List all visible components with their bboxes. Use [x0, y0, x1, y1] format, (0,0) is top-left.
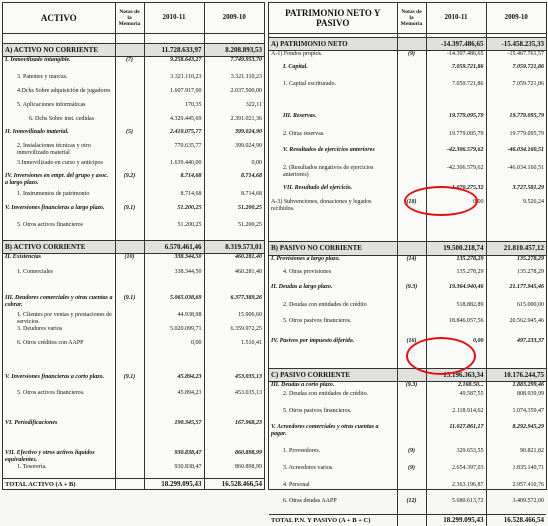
year-2010-11-header: 2010-11 — [426, 3, 486, 33]
row-value-2010: 51.200,25 — [144, 205, 204, 222]
row-value-2009: 8.714,68 — [241, 173, 262, 179]
row-value-2009: 453.035,13 — [235, 390, 262, 396]
row-value-2009: 399.024,90 — [235, 143, 262, 149]
row-value-2009: 860.898,99 — [235, 450, 262, 456]
row-label: VII. Efectivo y otros activos líquidos equivalentes. — [3, 450, 115, 464]
activo-no-corriente-2010: 11.728.633,97 — [144, 43, 204, 56]
table-row — [269, 381, 546, 391]
row-label: 3.Inmovilizado en curso y anticipos — [3, 160, 115, 173]
table-row — [269, 113, 546, 131]
row-label: 5. Otros pasivos financieros. — [269, 408, 397, 424]
total-pasivo-2009: 16.528.466,54 — [486, 514, 546, 526]
row-value-2010: 2.363.196,87 — [426, 482, 486, 498]
row-value-2009: 2.391.021,36 — [230, 116, 262, 122]
total-activo-2009: 16.528.466,54 — [204, 478, 264, 490]
row-note — [397, 408, 426, 424]
row-value-2010: 170,35 — [144, 102, 204, 116]
activo-table — [2, 2, 265, 490]
row-note: (10) — [115, 253, 144, 269]
row-value-2009: 51.200,25 — [238, 205, 262, 211]
row-value-2010: 45.894,23 — [144, 390, 204, 420]
row-value-2010: 2.118.914,62 — [426, 408, 486, 424]
row-value-2010: 135.278,29 — [426, 269, 486, 284]
row-label: 6. Otros créditos con AAPP — [3, 340, 115, 374]
activo-no-corriente-label: A) ACTIVO NO CORRIENTE — [3, 43, 115, 56]
row-note — [397, 185, 426, 199]
row-note: (7) — [115, 56, 144, 74]
row-value-2010: -42.306.579,62 — [426, 165, 486, 185]
row-label: 2. (Resultados negativos de ejercicios anteriores) — [269, 165, 397, 185]
row-label: I. Inmovilizado intangible. — [3, 56, 115, 74]
row-note: (12) — [397, 498, 426, 514]
table-row — [269, 147, 546, 165]
table-row — [269, 255, 546, 269]
total-activo-2010: 18.299.095,43 — [144, 478, 204, 490]
row-value-2009: 8.714,68 — [241, 191, 262, 197]
patrimonio-neto-2009: -15.458.235,33 — [486, 37, 546, 50]
row-value-2009: 497.233,37 — [517, 338, 544, 344]
table-row — [269, 131, 546, 147]
row-value-2009: 322,11 — [245, 102, 262, 108]
table-row — [3, 129, 264, 143]
row-label: II. Inmovilizado material. — [3, 129, 115, 143]
pasivo-corriente-label: C) PASIVO CORRIENTE — [269, 368, 397, 381]
row-value-2010: 2.168.50... — [426, 381, 486, 391]
row-value-2009: 8.292.945,29 — [512, 424, 544, 430]
row-value-2010: 1.639.440,00 — [144, 160, 204, 173]
row-value-2009: 1.883.299,46 — [512, 381, 544, 388]
table-row — [3, 160, 264, 173]
row-label: 2. Otras reservas. — [269, 131, 397, 147]
row-value-2009: 1.074.359,47 — [512, 408, 544, 414]
table-row — [269, 284, 546, 302]
table-row — [269, 465, 546, 482]
row-note: (9.3) — [397, 284, 426, 302]
activo-corriente-2009: 8.319.573,01 — [204, 240, 264, 253]
row-value-2009: 7.059.721,86 — [512, 81, 544, 87]
row-value-2009: 51.200,25 — [238, 222, 262, 228]
row-value-2010: 135.278,29 — [426, 255, 486, 269]
row-value-2010: 44.938,98 — [144, 312, 204, 326]
row-value-2010: 930.838,47 — [144, 450, 204, 464]
row-label: 6. Dchs Sobre inst. cedidas — [3, 116, 115, 129]
row-note — [397, 64, 426, 81]
row-label: 2. Deudas con entidades de crédito — [269, 302, 397, 318]
row-note — [397, 165, 426, 185]
row-note: (16) — [397, 338, 426, 358]
row-value-2010: 338.344,50 — [144, 253, 204, 269]
row-label: 5. Otros activos financieros — [3, 222, 115, 236]
row-value-2009: 20.562.945,46 — [509, 318, 544, 324]
row-note: (9.2) — [115, 173, 144, 191]
row-value-2010: 7.059.721,86 — [426, 64, 486, 81]
row-note — [397, 81, 426, 113]
row-value-2009: 15.906,60 — [238, 312, 262, 318]
row-value-2009: 7.059.721,86 — [512, 64, 544, 70]
row-note: (9.1) — [115, 205, 144, 222]
activo-corriente-2010: 6.570.461,46 — [144, 240, 204, 253]
table-row — [269, 269, 546, 284]
row-label: VI. Periodificaciones — [3, 420, 115, 450]
row-value-2010: 8.714,68 — [144, 173, 204, 191]
row-value-2009: 19.779.095,79 — [509, 131, 544, 137]
row-label: V. Inversiones financieras a largo plazo. — [3, 205, 115, 222]
row-label: V. Resultados de ejercicios anteriores — [269, 147, 397, 165]
row-note: (5) — [115, 129, 144, 143]
row-label: 5. Aplicaciones informáticas — [3, 102, 115, 116]
row-value-2009: 453.035,13 — [235, 374, 262, 380]
row-note — [397, 269, 426, 284]
row-label: 4.Dchs Sobre adquisición de jugadores — [3, 88, 115, 102]
row-label: 1. Tesorería. — [3, 464, 115, 478]
table-row — [3, 295, 264, 312]
row-label: II. Existencias — [3, 253, 115, 269]
row-value-2010: 9.258.643,27 — [144, 56, 204, 74]
total-pasivo-2010: 18.299.095,43 — [426, 514, 486, 526]
row-value-2010: 5.680.613,72 — [426, 498, 486, 514]
row-label: 2. Instalaciones técnicas y otro inmovilizado material — [3, 143, 115, 160]
row-value-2010: 5.065.038,69 — [144, 295, 204, 312]
row-value-2009: 460.281,40 — [235, 269, 262, 275]
row-note — [115, 160, 144, 173]
row-note: (9) — [397, 50, 426, 64]
row-value-2009: 21.177.945,46 — [509, 284, 544, 290]
activo-no-corriente-2009: 8.208.893,53 — [204, 43, 264, 56]
row-value-2009: 1.835.140,71 — [512, 465, 544, 471]
row-value-2009: -46.034.160,51 — [507, 165, 544, 171]
year-2009-10-header: 2009-10 — [204, 3, 264, 33]
row-value-2009: 6.359.972,25 — [230, 326, 262, 332]
table-row — [3, 312, 264, 326]
row-label: V. Inversiones financieras a corto plazo. — [3, 374, 115, 390]
row-label: 5. Otros pasivos financieros. — [269, 318, 397, 338]
total-pasivo-label: TOTAL P.N. Y PASIVO (A + B + C) — [269, 514, 397, 526]
row-value-2009: 9.526,24 — [523, 199, 544, 205]
row-label: 1. Instrumentos de patrimonio — [3, 191, 115, 205]
patrimonio-neto-2010: -14.397.486,65 — [426, 37, 486, 50]
row-note — [115, 269, 144, 295]
row-label: I. Capital. — [269, 64, 397, 81]
row-note — [115, 191, 144, 205]
row-note — [115, 450, 144, 464]
pasivo-table — [268, 2, 547, 524]
table-row — [3, 173, 264, 191]
row-label: A-3) Subvenciones, donaciones y legados recibidos. — [269, 199, 397, 233]
row-note: (9.1) — [115, 295, 144, 312]
table-row — [3, 340, 264, 374]
row-value-2010: 1.070.275,32 — [426, 185, 486, 199]
row-note: (14) — [397, 255, 426, 269]
pasivo-corriente-2010: 13.196.363,34 — [426, 368, 486, 381]
table-row — [269, 338, 546, 358]
row-value-2010: 45.894,23 — [144, 374, 204, 390]
row-value-2010: 19.779.095,79 — [426, 113, 486, 131]
row-note: (9) — [397, 448, 426, 465]
row-label: I. Provisiones a largo plazo. — [269, 255, 397, 269]
row-value-2010: 3.321.110,23 — [144, 74, 204, 88]
table-row — [269, 81, 546, 113]
table-row — [3, 450, 264, 464]
row-value-2010: 2.654.397,03 — [426, 465, 486, 482]
pasivo-no-corriente-label: B) PASIVO NO CORRIENTE — [269, 241, 397, 255]
row-note — [397, 482, 426, 498]
row-value-2010: 7.059.721,86 — [426, 81, 486, 113]
row-value-2009: 90.821,82 — [520, 448, 544, 454]
row-label: III. Reservas. — [269, 113, 397, 131]
row-value-2009: 2.037.500,00 — [230, 88, 262, 94]
year-2010-11-header: 2010-11 — [144, 3, 204, 33]
row-note — [115, 74, 144, 88]
row-value-2009: 2.957.410,76 — [512, 482, 544, 488]
pasivo-no-corriente-2009: 21.810.457,12 — [486, 241, 546, 255]
row-value-2010: 18.846.057,56 — [426, 318, 486, 338]
row-note: (9) — [397, 465, 426, 482]
row-value-2009: 399.024,90 — [235, 129, 262, 135]
row-value-2010: 518.882,89 — [426, 302, 486, 318]
row-label: 3. Patentes y marcas. — [3, 74, 115, 88]
row-label: 1. Clientes por ventas y prestaciones de servicios. — [3, 312, 115, 326]
row-note — [115, 326, 144, 340]
table-row — [269, 424, 546, 448]
row-label: 6. Otras deudas AAPP — [269, 498, 397, 514]
row-note — [397, 424, 426, 448]
row-value-2010: 329.653,55 — [426, 448, 486, 465]
row-value-2010: 0,00 — [144, 340, 204, 374]
row-note — [115, 390, 144, 420]
row-label: V. Acreedores comerciales y otras cuentas a pagar. — [269, 424, 397, 448]
row-value-2009: 808.939,99 — [517, 391, 544, 397]
row-value-2010: -42.306.579,62 — [426, 147, 486, 165]
row-value-2010: 19.364.940,46 — [426, 284, 486, 302]
row-label: 4. Personal — [269, 482, 397, 498]
table-row — [269, 498, 546, 514]
row-value-2010: 19.779.095,79 — [426, 131, 486, 147]
row-label: 3. Acreedores varios. — [269, 465, 397, 482]
row-value-2009: 135.278,29 — [517, 269, 544, 275]
row-note — [397, 318, 426, 338]
pasivo-no-corriente-2010: 19.500.218,74 — [426, 241, 486, 255]
row-note: (9.1) — [115, 374, 144, 390]
activo-corriente-label: B) ACTIVO CORRIENTE — [3, 240, 115, 253]
row-value-2009: 167.968,23 — [235, 420, 262, 426]
row-label: 1. Comerciales — [3, 269, 115, 295]
table-row — [3, 205, 264, 222]
row-value-2010: 338.344,50 — [144, 269, 204, 295]
table-row — [3, 74, 264, 88]
year-2009-10-header: 2009-10 — [486, 3, 546, 33]
table-row — [269, 185, 546, 199]
notes-header: Notas de la Memoria — [397, 3, 426, 33]
table-row — [3, 326, 264, 340]
row-value-2010: 11.027.861,17 — [426, 424, 486, 448]
table-row — [3, 269, 264, 295]
row-value-2010: 2.410.075,77 — [144, 129, 204, 143]
table-row — [269, 318, 546, 338]
row-label: IV. Pasivos por impuesto diferido. — [269, 338, 397, 358]
row-note — [115, 222, 144, 236]
table-row — [3, 191, 264, 205]
notes-header: Notas de la Memoria — [115, 3, 144, 33]
row-label: 4. Otras provisiones — [269, 269, 397, 284]
row-value-2010: 190.345,57 — [144, 420, 204, 450]
row-note — [397, 113, 426, 131]
row-value-2010: 51.200,25 — [144, 222, 204, 236]
row-note: (9.3) — [397, 381, 426, 391]
table-row — [3, 56, 264, 74]
row-note — [115, 88, 144, 102]
row-value-2010: -14.397.486,65 — [426, 50, 486, 64]
row-label: 2. Deudas con entidades de crédito. — [269, 391, 397, 408]
row-value-2009: 3.321.110,23 — [230, 74, 262, 80]
row-label: 3. Deudores varios — [3, 326, 115, 340]
row-note — [115, 420, 144, 450]
total-activo-label: TOTAL ACTIVO (A + B) — [3, 478, 115, 490]
row-note — [115, 102, 144, 116]
row-note — [397, 391, 426, 408]
row-value-2010: 0,00 — [426, 338, 486, 358]
row-label: 1. Capital escriturado. — [269, 81, 397, 113]
row-value-2009: 860.898,99 — [235, 464, 262, 470]
row-note — [397, 147, 426, 165]
table-row — [3, 222, 264, 236]
row-label: III. Deudas a corto plazo. — [269, 381, 397, 391]
table-row — [3, 88, 264, 102]
table-row — [269, 448, 546, 465]
row-label: 1. Proveedores. — [269, 448, 397, 465]
row-label: VII. Resultado del ejercicio. — [269, 185, 397, 199]
table-row — [3, 390, 264, 420]
pasivo-header: PATRIMONIO NETO Y PASIVO — [269, 3, 397, 33]
table-row — [3, 420, 264, 450]
row-value-2010: 770.635,77 — [144, 143, 204, 160]
row-value-2009: 6.377.389,26 — [230, 295, 262, 301]
row-value-2009: -46.034.160,51 — [507, 147, 544, 153]
row-value-2010: 4.329.445,69 — [144, 116, 204, 129]
row-value-2010: 49.587,55 — [426, 391, 486, 408]
row-label: A-1) Fondos propios. — [269, 50, 397, 64]
activo-header: ACTIVO — [3, 3, 115, 33]
row-note — [115, 464, 144, 478]
row-value-2009: 135.278,29 — [517, 255, 544, 262]
row-value-2010: 930.838,47 — [144, 464, 204, 478]
row-value-2009: 7.749.953,70 — [230, 56, 262, 63]
table-row — [269, 482, 546, 498]
row-label: IV. Inversiones en empr. del grupo y asoc. a largo plazo. — [3, 173, 115, 191]
row-value-2010: 8.714,68 — [144, 191, 204, 205]
row-note — [397, 131, 426, 147]
table-row — [269, 302, 546, 318]
table-row — [269, 199, 546, 233]
table-row — [3, 143, 264, 160]
row-value-2009: 19.779.095,79 — [509, 113, 544, 119]
table-row — [3, 374, 264, 390]
row-value-2009: 0,00 — [251, 160, 262, 166]
row-label: 5. Otros activos financieros. — [3, 390, 115, 420]
row-value-2009: 3.409.572,00 — [512, 498, 544, 504]
table-row — [269, 64, 546, 81]
table-row — [269, 165, 546, 185]
row-note — [115, 143, 144, 160]
row-value-2009: 460.281,40 — [235, 253, 262, 260]
row-note — [115, 312, 144, 326]
table-row — [269, 50, 546, 64]
patrimonio-neto-label: A) PATRIMONIO NETO — [269, 37, 397, 50]
row-note: (18) — [397, 199, 426, 233]
row-note — [115, 116, 144, 129]
row-label: III. Deudores comerciales y otras cuentas a cobrar. — [3, 295, 115, 312]
row-value-2009: 1.510,41 — [241, 340, 262, 346]
row-label: II. Deudas a largo plazo. — [269, 284, 397, 302]
table-row — [3, 253, 264, 269]
table-row — [269, 391, 546, 408]
pasivo-corriente-2009: 10.176.244,75 — [486, 368, 546, 381]
row-note — [397, 302, 426, 318]
row-value-2010: 0,00 — [426, 199, 486, 233]
row-value-2009: 3.727.581,29 — [512, 185, 544, 191]
row-note — [115, 340, 144, 374]
table-row — [3, 102, 264, 116]
table-row — [269, 408, 546, 424]
row-value-2010: 1.607.917,00 — [144, 88, 204, 102]
row-value-2009: -15.467.761,57 — [507, 50, 544, 57]
table-row — [3, 116, 264, 129]
table-row — [3, 464, 264, 478]
row-value-2009: 615.000,00 — [517, 302, 544, 308]
row-value-2010: 5.020.099,71 — [144, 326, 204, 340]
